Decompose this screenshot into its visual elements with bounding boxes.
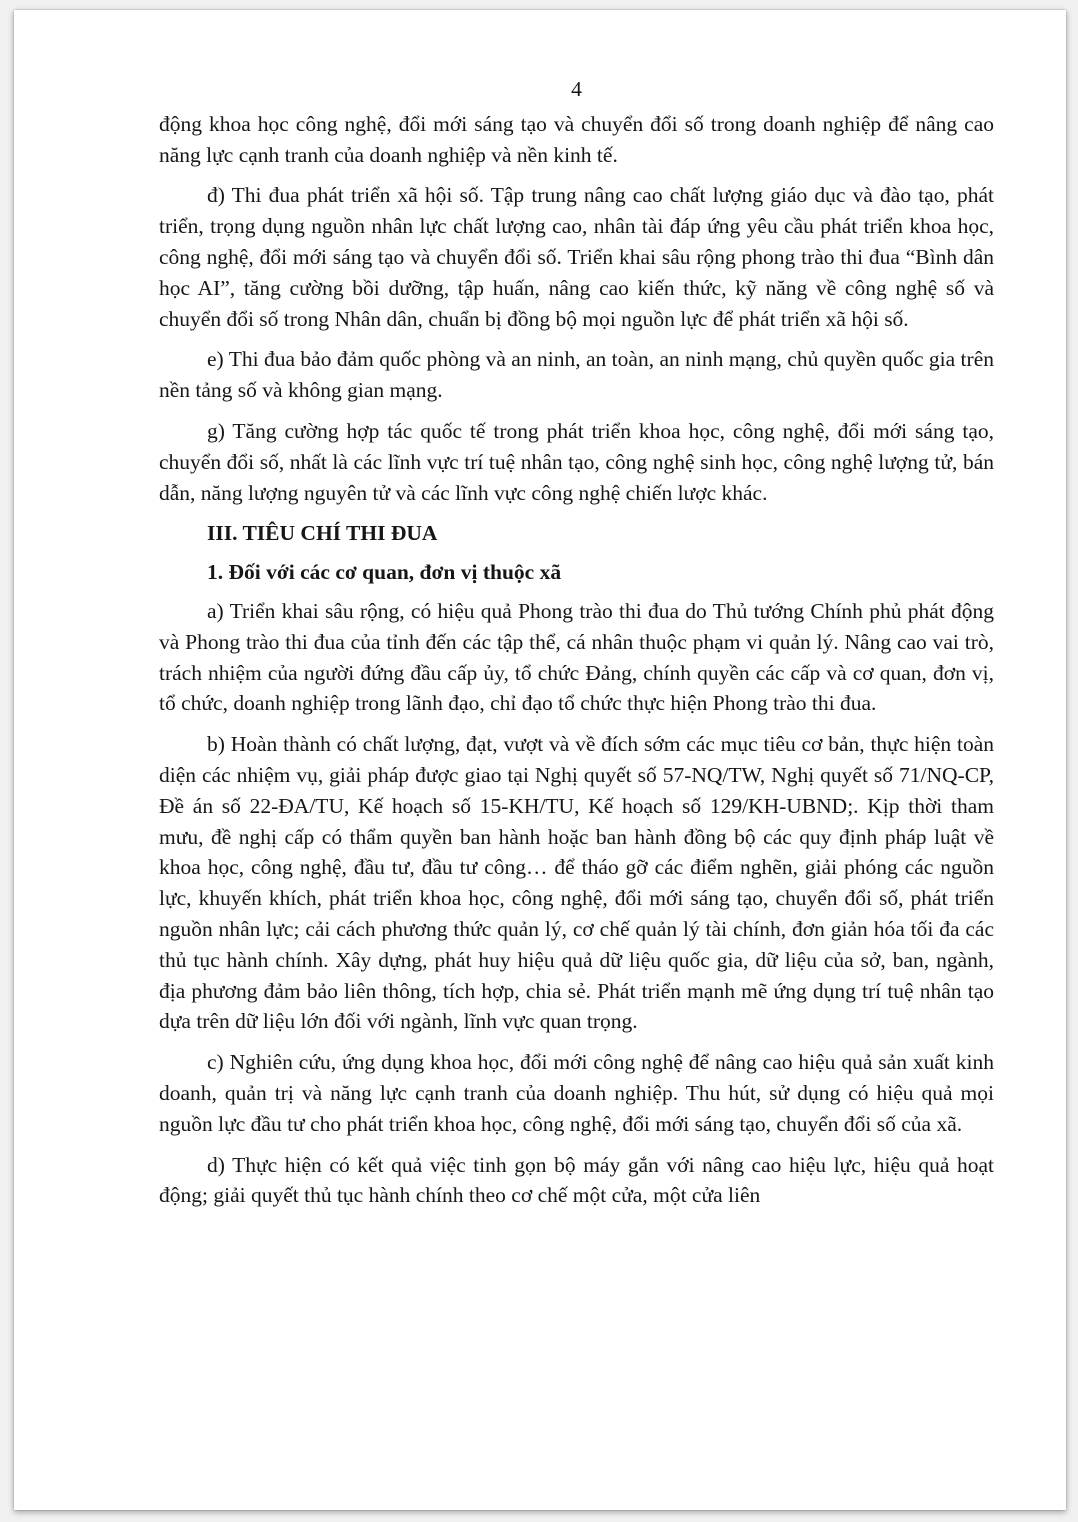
- paragraph-b-objectives: b) Hoàn thành có chất lượng, đạt, vượt và về đích sớm các mục tiêu cơ bản, thực hiện toàn diện các nhiệm vụ, giải pháp được giao tại Nghị quyết số 57-NQ/TW, Nghị quyết số 71/NQ-CP, Đề án số 22-ĐA/TU, Kế hoạch số 15-KH/TU, Kế hoạch số 129/KH-UBND;. Kịp thời tham mưu, đề nghị cấp có thẩm quyền ban hành hoặc ban hành đồng bộ các quy định pháp luật về khoa học, công nghệ, đầu tư, đầu tư công… để tháo gỡ các điểm nghẽn, giải phóng các nguồn lực, khuyến khích, phát triển khoa học, công nghệ, đổi mới sáng tạo, chuyển đổi số, phát triển nguồn nhân lực; cải cách phương thức quản lý, cơ chế quản lý tài chính, đơn giản hóa tối đa các thủ tục hành chính. Xây dựng, phát huy hiệu quả dữ liệu quốc gia, dữ liệu của sở, ban, ngành, địa phương đảm bảo liên thông, tích hợp, chia sẻ. Phát triển mạnh mẽ ứng dụng trí tuệ nhân tạo dựa trên dữ liệu lớn đối với ngành, lĩnh vực quan trọng.: [159, 732, 994, 1034]
- document-page: [14, 10, 1066, 1510]
- subsection-heading-agencies: 1. Đối với các cơ quan, đơn vị thuộc xã: [207, 560, 562, 585]
- paragraph-continuation: động khoa học công nghệ, đổi mới sáng tạo và chuyển đổi số trong doanh nghiệp để nâng cao năng lực cạnh tranh của doanh nghiệp và nền kinh tế.: [159, 111, 994, 167]
- paragraph-a-movement: a) Triển khai sâu rộng, có hiệu quả Phong trào thi đua do Thủ tướng Chính phủ phát động và Phong trào thi đua của tỉnh đến các tập thể, cá nhân thuộc phạm vi quản lý. Nâng cao vai trò, trách nhiệm của người đứng đầu cấp ủy, tổ chức Đảng, chính quyền các cấp và cơ quan, đơn vị, tổ chức, doanh nghiệp trong lãnh đạo, chỉ đạo tổ chức thực hiện Phong trào thi đua.: [159, 598, 994, 716]
- page-number: 4: [571, 77, 582, 101]
- paragraph-dd-digital-society: đ) Thi đua phát triển xã hội số. Tập trung nâng cao chất lượng giáo dục và đào tạo, phát triển, trọng dụng nguồn nhân lực chất lượng cao, nhân tài đáp ứng yêu cầu phát triển khoa học, công nghệ, đổi mới sáng tạo và chuyển đổi số. Triển khai sâu rộng phong trào thi đua “Bình dân học AI”, tăng cường bồi dưỡng, tập huấn, nâng cao kiến thức, kỹ năng về công nghệ số và chuyển đổi số trong Nhân dân, chuẩn bị đồng bộ mọi nguồn lực để phát triển xã hội số.: [159, 183, 994, 331]
- paragraph-e-defense-security: e) Thi đua bảo đảm quốc phòng và an ninh, an toàn, an ninh mạng, chủ quyền quốc gia trên nền tảng số và không gian mạng.: [159, 347, 994, 403]
- section-heading-criteria: III. TIÊU CHÍ THI ĐUA: [207, 521, 438, 546]
- paragraph-d-apparatus: d) Thực hiện có kết quả việc tinh gọn bộ máy gắn với nâng cao hiệu lực, hiệu quả hoạt động; giải quyết thủ tục hành chính theo cơ chế một cửa, một cửa liên: [159, 1152, 994, 1208]
- paragraph-c-research: c) Nghiên cứu, ứng dụng khoa học, đổi mới công nghệ để nâng cao hiệu quả sản xuất kinh doanh, quản trị và năng lực cạnh tranh của doanh nghiệp. Thu hút, sử dụng có hiệu quả mọi nguồn lực đầu tư cho phát triển khoa học, công nghệ, đổi mới sáng tạo, chuyển đổi số của xã.: [159, 1050, 994, 1136]
- paragraph-g-international-cooperation: g) Tăng cường hợp tác quốc tế trong phát triển khoa học, công nghệ, đổi mới sáng tạo, chuyển đổi số, nhất là các lĩnh vực trí tuệ nhân tạo, công nghệ sinh học, công nghệ lượng tử, bán dẫn, năng lượng nguyên tử và các lĩnh vực công nghệ chiến lược khác.: [159, 418, 994, 505]
- page-content: [159, 74, 994, 1221]
